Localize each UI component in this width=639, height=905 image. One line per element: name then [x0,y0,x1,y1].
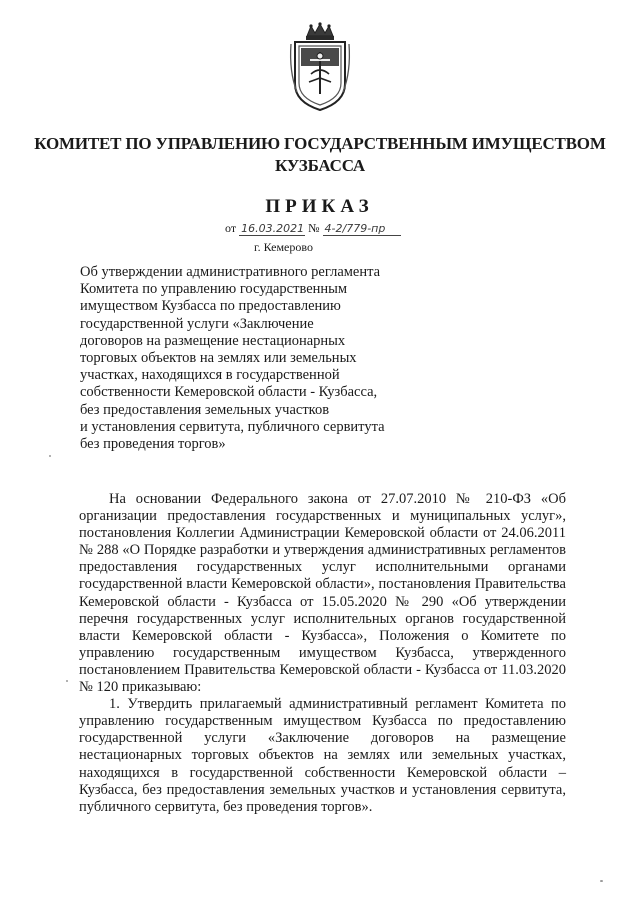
kuzbass-coat-of-arms-icon [287,22,353,114]
committee-title [20,133,620,177]
order-number: 4-2/779-пр [323,223,401,236]
scan-speck [600,880,603,882]
committee-title-line1: КОМИТЕТ ПО УПРАВЛЕНИЮ ГОСУДАРСТВЕННЫМ ИМУЩЕСТВОМ [34,134,606,153]
order-date: 16.03.2021 [241,222,305,235]
number-prefix: № [308,221,320,235]
order-subject [80,264,410,453]
subject-line: договоров на размещение нестационарных [80,332,346,349]
subject-line: без проведения торгов» [80,436,226,453]
subject-line: и установления сервитута, публичного сервитута [80,418,385,435]
preamble-paragraph: На основании Федерального закона от 27.07.2010 № 210-ФЗ «Об организации предоставления государственных и муниципальных услуг», постановления Коллегии Администрации Кемеровской области от 24.06.2011 № 288 «О Порядке разработки и утверждения административных регламентов предоставления государственных услуг исполнительными органами государственной власти Кемеровской области», постановления Правительства Кемеровской области - Кузбасса от 15.05.2020 № 290 «Об утверждении перечня государственных услуг исполнительных органов государственной власти Кемеровской области - Кузбасса», Положения о Комитете по управлению государственным имуществом Кузбасса, утвержденного постановлением Правительства Кемеровской области - Кузбасса от 11.03.2020 № 120 приказываю: [79,491,566,696]
order-body [79,491,566,816]
item-1-paragraph: 1. Утвердить прилагаемый административный регламент Комитета по управлению государственным имуществом Кузбасса по предоставлению государственной услуги «Заключение договоров на размещение нестационарных торговых объектов на землях или земельных участках, находящихся в государственной собственности Кемеровской области – Кузбасса, без предоставления земельных участков и установления сервитута, публичного сервитута, без проведения торгов». [79,696,566,815]
order-date-number [225,221,401,236]
subject-line: имуществом Кузбасса по предоставлению [80,298,341,315]
subject-line: без предоставления земельных участков [80,401,330,418]
subject-line: Об утверждении административного регламента [80,264,381,280]
order-city: г. Кемерово [254,240,313,254]
date-prefix: от [225,221,237,235]
subject-line: торговых объектов на землях или земельных [80,350,357,367]
scan-speck [66,680,68,682]
committee-title-line2: КУЗБАССА [274,156,366,175]
scan-speck [49,455,51,457]
subject-line: участках, находящихся в государственной [80,367,340,384]
subject-line: собственности Кемеровской области - Кузбасса, [80,384,378,401]
order-title: ПРИКАЗ [265,196,374,217]
subject-line: государственной услуги «Заключение [80,315,314,332]
subject-line: Комитета по управлению государственным [80,281,348,298]
